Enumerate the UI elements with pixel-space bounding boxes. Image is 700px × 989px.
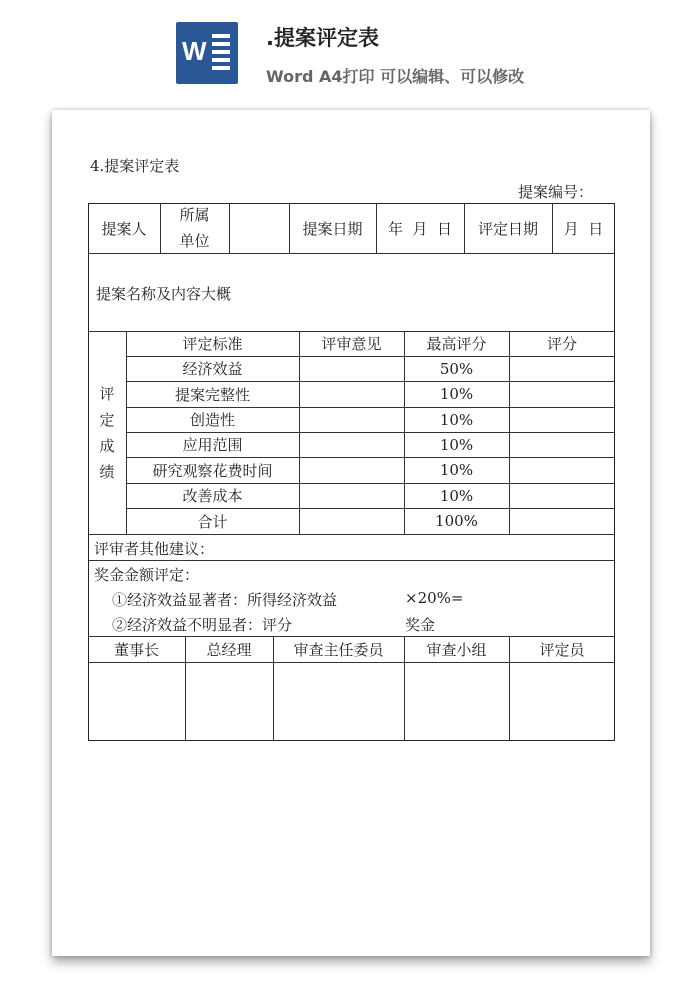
side-char: 定 (99, 410, 115, 429)
header-criterion: 评定标准 (182, 335, 243, 353)
proposal-name-label: 提案名称及内容大概 (96, 285, 232, 303)
unit-label (160, 203, 229, 253)
col-line (509, 331, 510, 534)
signature-review-chair: 审查主任委员 (293, 640, 384, 659)
criterion: 改善成本 (182, 487, 243, 505)
proposal-date-label: 提案日期 (302, 219, 363, 238)
unit-value[interactable] (229, 203, 289, 253)
evaluation-date-label: 评定日期 (477, 219, 538, 238)
proposer-label: 提案人 (101, 219, 147, 238)
signature-general-manager: 总经理 (206, 640, 252, 659)
logo-letter: W (182, 36, 207, 66)
max-score-total: 100% (435, 512, 478, 530)
page-title: .提案评定表 (266, 26, 379, 50)
header-max-score: 最高评分 (426, 335, 487, 353)
side-char: 评 (99, 384, 115, 403)
bonus-line1-formula: ×20%= (405, 589, 464, 607)
bonus-label: 奖金金额评定： (94, 566, 200, 584)
col-line (299, 331, 300, 534)
bonus-line2-text: ②经济效益不明显者：评分 (112, 616, 293, 634)
max-score: 10% (439, 435, 474, 454)
max-score: 10% (439, 385, 474, 403)
other-suggestions-label: 评审者其他建议： (94, 540, 215, 558)
side-char: 绩 (99, 462, 115, 481)
criterion: 研究观察花费时间 (152, 461, 273, 480)
header-opinion: 评审意见 (321, 335, 382, 353)
criterion: 应用范围 (182, 436, 243, 454)
criterion-total: 合计 (197, 512, 228, 531)
row-line (88, 534, 615, 535)
side-char: 成 (99, 436, 115, 455)
max-score: 10% (439, 461, 474, 479)
criterion: 创造性 (189, 411, 235, 429)
proposal-number-label: 提案编号： (518, 183, 594, 201)
form-heading: 4.提案评定表 (90, 157, 180, 175)
signature-review-group: 审查小组 (426, 640, 487, 659)
criterion: 经济效益 (182, 360, 243, 378)
row-line (88, 560, 615, 561)
word-logo-icon (176, 22, 238, 84)
proposal-date-value[interactable]: 年 月 日 (387, 219, 453, 238)
max-score: 10% (439, 410, 474, 429)
max-score: 50% (439, 359, 474, 378)
signature-evaluator: 评定员 (539, 640, 585, 659)
criterion: 提案完整性 (174, 385, 250, 404)
bonus-line2-reward: 奖金 (405, 616, 436, 634)
evaluation-side-label (88, 331, 126, 534)
logo-lines (212, 34, 230, 72)
unit-label-line2: 单位 (179, 232, 210, 250)
bonus-line1-text: ①经济效益显著者：所得经济效益 (112, 591, 338, 609)
evaluation-date-value[interactable]: 月 日 (563, 219, 604, 238)
header-score: 评分 (546, 335, 577, 353)
signature-chairman: 董事长 (113, 640, 159, 659)
row-line (88, 662, 615, 663)
max-score: 10% (439, 486, 474, 505)
row-line (88, 253, 615, 254)
unit-label-line1: 所属 (179, 206, 210, 224)
page-subtitle: Word A4打印 可以编辑、可以修改 (266, 67, 525, 86)
